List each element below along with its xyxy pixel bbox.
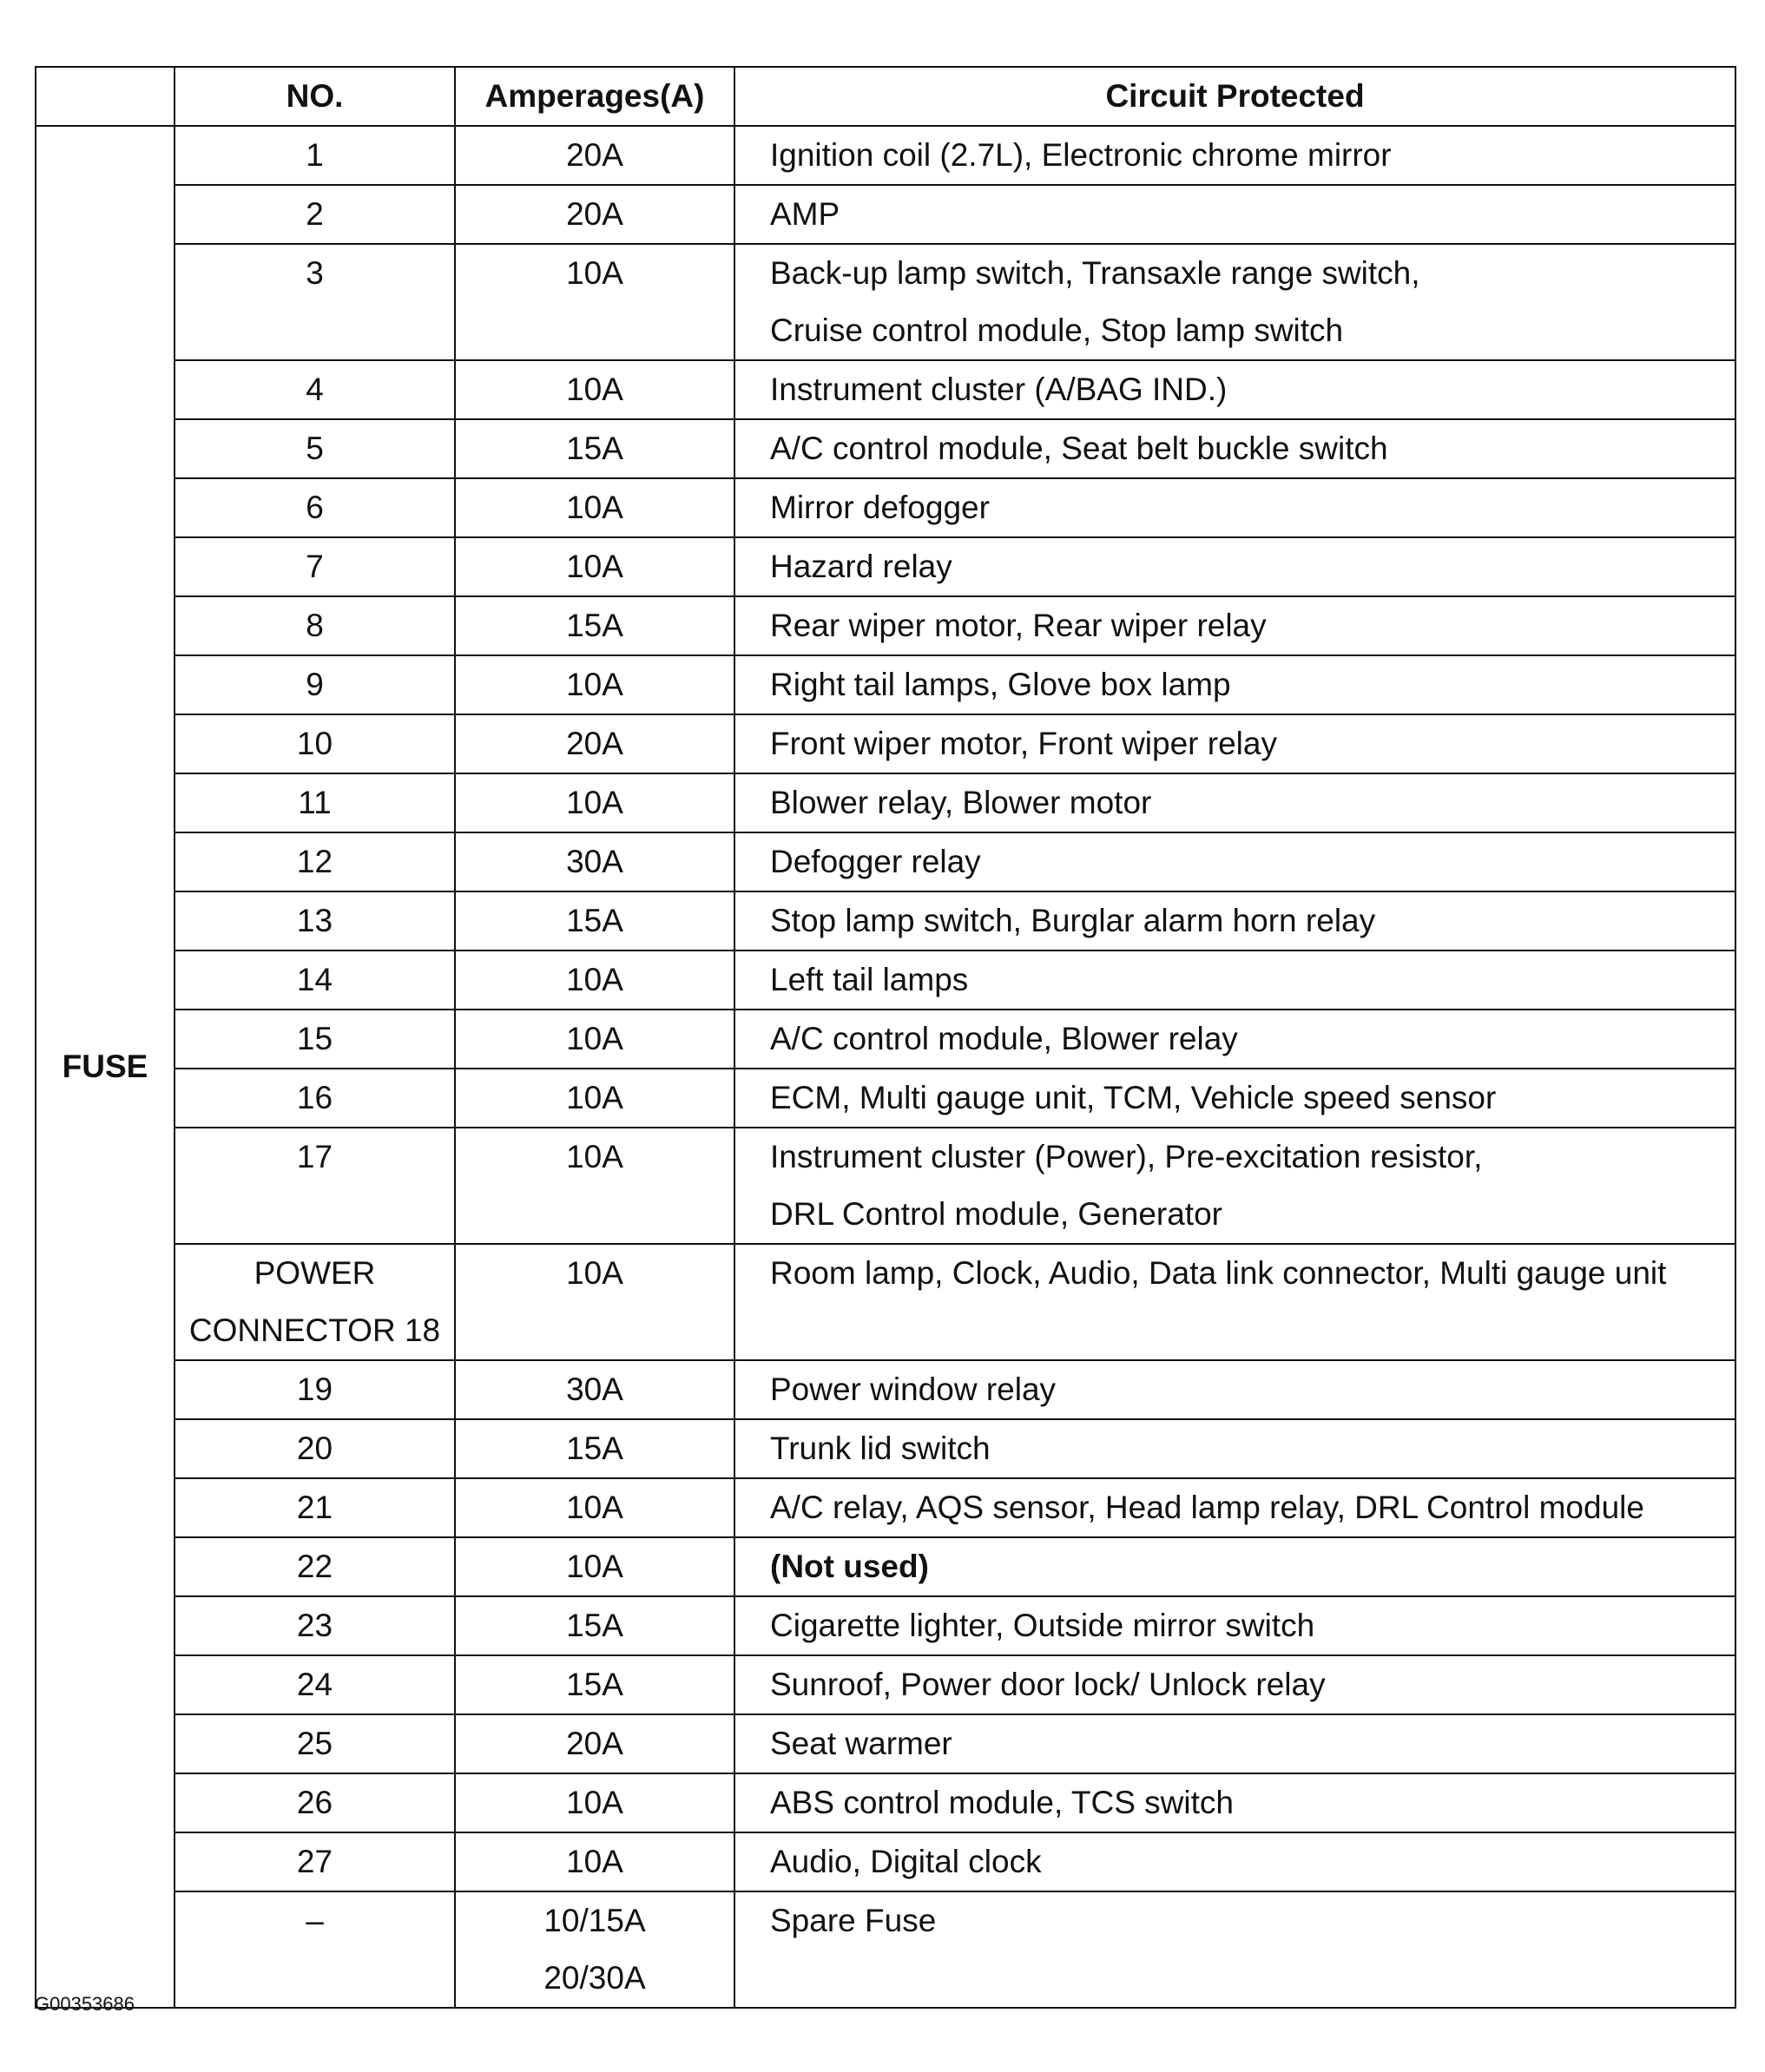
table-row bbox=[36, 1360, 1735, 1419]
amperage-cell bbox=[455, 596, 734, 655]
amperage-cell-line: 20A bbox=[566, 196, 623, 232]
amperage-cell-line: 10A bbox=[566, 549, 623, 584]
amperage-cell-line: 10A bbox=[566, 1844, 623, 1879]
amperage-cell-line: 10A bbox=[566, 667, 623, 702]
fuse-number-cell-line: 9 bbox=[306, 667, 324, 702]
table-row bbox=[36, 244, 1735, 360]
table-row bbox=[36, 714, 1735, 773]
fuse-number-cell-line: 1 bbox=[306, 137, 324, 173]
fuse-number-cell-line: 10 bbox=[296, 726, 333, 761]
table-body bbox=[36, 126, 1735, 2008]
circuit-cell-line: Rear wiper motor, Rear wiper relay bbox=[770, 608, 1267, 643]
circuit-cell-line: Cruise control module, Stop lamp switch bbox=[770, 312, 1344, 348]
circuit-cell-line: (Not used) bbox=[770, 1549, 929, 1584]
amperage-cell-line: 20A bbox=[566, 1726, 623, 1761]
amperage-cell-line: 10A bbox=[566, 1490, 623, 1525]
circuit-cell-line: Audio, Digital clock bbox=[770, 1844, 1042, 1879]
circuit-cell bbox=[734, 832, 1735, 891]
fuse-number-cell-line: 5 bbox=[306, 431, 324, 466]
amperage-cell-line: 10A bbox=[566, 1785, 623, 1820]
circuit-cell bbox=[734, 655, 1735, 714]
fuse-number-cell bbox=[175, 185, 455, 244]
amperage-cell-line: 10A bbox=[566, 1549, 623, 1584]
table-row bbox=[36, 1069, 1735, 1128]
fuse-number-cell bbox=[175, 1832, 455, 1891]
amperage-cell bbox=[455, 773, 734, 832]
circuit-cell bbox=[734, 1419, 1735, 1478]
group-label-fuse: FUSE bbox=[36, 126, 175, 2008]
figure-id: G00353686 bbox=[35, 1993, 135, 2015]
fuse-number-cell-line: 2 bbox=[306, 196, 324, 232]
amperage-cell bbox=[455, 891, 734, 950]
fuse-number-cell-line: 24 bbox=[296, 1667, 333, 1702]
fuse-number-cell-line: 11 bbox=[298, 785, 332, 820]
fuse-number-cell bbox=[175, 1010, 455, 1069]
fuse-number-cell bbox=[175, 832, 455, 891]
circuit-cell bbox=[734, 185, 1735, 244]
circuit-cell bbox=[734, 126, 1735, 185]
circuit-cell-line: Back-up lamp switch, Transaxle range switch, bbox=[770, 255, 1420, 291]
circuit-cell bbox=[734, 891, 1735, 950]
table-header-row bbox=[36, 67, 1735, 126]
fuse-number-cell bbox=[175, 360, 455, 419]
fuse-number-cell-line: 15 bbox=[296, 1021, 333, 1056]
circuit-cell bbox=[734, 1537, 1735, 1596]
amperage-cell bbox=[455, 1773, 734, 1832]
circuit-cell-line: Ignition coil (2.7L), Electronic chrome mirror bbox=[770, 137, 1392, 173]
table-row bbox=[36, 950, 1735, 1010]
amperage-cell bbox=[455, 1244, 734, 1360]
fuse-number-cell-line: 12 bbox=[296, 844, 333, 879]
circuit-cell-line: DRL Control module, Generator bbox=[770, 1196, 1222, 1232]
fuse-number-cell-line: 20 bbox=[296, 1431, 333, 1466]
amperage-cell bbox=[455, 1714, 734, 1773]
circuit-cell-line: Seat warmer bbox=[770, 1726, 952, 1761]
circuit-cell-line: Defogger relay bbox=[770, 844, 981, 879]
circuit-cell bbox=[734, 1069, 1735, 1128]
amperage-cell-line: 20/30A bbox=[543, 1960, 646, 1996]
circuit-cell-line: Stop lamp switch, Burglar alarm horn relay bbox=[770, 903, 1376, 938]
amperage-cell bbox=[455, 478, 734, 537]
table-row bbox=[36, 1832, 1735, 1891]
circuit-cell-line: Trunk lid switch bbox=[770, 1431, 991, 1466]
table-row bbox=[36, 537, 1735, 596]
table-row bbox=[36, 478, 1735, 537]
fuse-number-cell-line: 25 bbox=[296, 1726, 333, 1761]
fuse-number-cell bbox=[175, 714, 455, 773]
circuit-cell bbox=[734, 1244, 1735, 1360]
amperage-cell bbox=[455, 655, 734, 714]
circuit-cell-line: A/C relay, AQS sensor, Head lamp relay, DRL Control module bbox=[770, 1490, 1644, 1525]
table-row bbox=[36, 1596, 1735, 1655]
table-row bbox=[36, 126, 1735, 185]
amperage-cell-line: 15A bbox=[566, 903, 623, 938]
amperage-cell bbox=[455, 1832, 734, 1891]
fuse-number-cell bbox=[175, 1360, 455, 1419]
circuit-cell bbox=[734, 537, 1735, 596]
table-row bbox=[36, 419, 1735, 478]
fuse-number-cell bbox=[175, 891, 455, 950]
fuse-number-cell bbox=[175, 1773, 455, 1832]
circuit-cell bbox=[734, 714, 1735, 773]
table-row bbox=[36, 832, 1735, 891]
amperage-cell bbox=[455, 360, 734, 419]
amperage-cell bbox=[455, 1655, 734, 1714]
fuse-number-cell bbox=[175, 537, 455, 596]
header-no: NO. bbox=[175, 67, 455, 126]
circuit-cell-line: Instrument cluster (A/BAG IND.) bbox=[770, 372, 1228, 407]
circuit-cell bbox=[734, 244, 1735, 360]
circuit-cell bbox=[734, 1714, 1735, 1773]
circuit-cell bbox=[734, 596, 1735, 655]
fuse-number-cell bbox=[175, 1419, 455, 1478]
amperage-cell bbox=[455, 244, 734, 360]
circuit-cell-line: Sunroof, Power door lock/ Unlock relay bbox=[770, 1667, 1326, 1702]
amperage-cell bbox=[455, 832, 734, 891]
circuit-cell bbox=[734, 1773, 1735, 1832]
fuse-number-cell-line: CONNECTOR 18 bbox=[188, 1312, 441, 1348]
fuse-number-cell bbox=[175, 478, 455, 537]
circuit-cell-line: AMP bbox=[770, 196, 840, 232]
amperage-cell-line: 10A bbox=[566, 1139, 623, 1174]
circuit-cell-line: Right tail lamps, Glove box lamp bbox=[770, 667, 1231, 702]
circuit-cell bbox=[734, 1128, 1735, 1244]
amperage-cell bbox=[455, 1128, 734, 1244]
fuse-number-cell bbox=[175, 1714, 455, 1773]
amperage-cell bbox=[455, 419, 734, 478]
circuit-cell bbox=[734, 1478, 1735, 1537]
header-group bbox=[36, 67, 175, 126]
circuit-cell bbox=[734, 773, 1735, 832]
circuit-cell bbox=[734, 1832, 1735, 1891]
amperage-cell-line: 15A bbox=[566, 1608, 623, 1643]
amperage-cell-line: 10A bbox=[566, 255, 623, 291]
circuit-cell bbox=[734, 1596, 1735, 1655]
amperage-cell bbox=[455, 1537, 734, 1596]
header-circuit: Circuit Protected bbox=[734, 67, 1735, 126]
fuse-number-cell-line: 4 bbox=[306, 372, 324, 407]
amperage-cell bbox=[455, 950, 734, 1010]
amperage-cell bbox=[455, 537, 734, 596]
amperage-cell-line: 20A bbox=[566, 137, 623, 173]
amperage-cell bbox=[455, 126, 734, 185]
fuse-number-cell-line: 26 bbox=[296, 1785, 333, 1820]
fuse-table bbox=[35, 66, 1736, 2009]
circuit-cell bbox=[734, 1360, 1735, 1419]
circuit-cell-line: Cigarette lighter, Outside mirror switch bbox=[770, 1608, 1315, 1643]
table-row bbox=[36, 773, 1735, 832]
amperage-cell bbox=[455, 1891, 734, 2008]
amperage-cell bbox=[455, 1069, 734, 1128]
circuit-cell-line: ECM, Multi gauge unit, TCM, Vehicle speed sensor bbox=[770, 1080, 1497, 1115]
table-row bbox=[36, 1891, 1735, 2008]
fuse-number-cell-line: 6 bbox=[306, 490, 324, 525]
table-row bbox=[36, 1773, 1735, 1832]
amperage-cell bbox=[455, 714, 734, 773]
circuit-cell bbox=[734, 950, 1735, 1010]
fuse-number-cell-line: 19 bbox=[296, 1371, 333, 1407]
table-row bbox=[36, 1655, 1735, 1714]
fuse-number-cell-line: 22 bbox=[296, 1549, 333, 1584]
fuse-number-cell bbox=[175, 1478, 455, 1537]
amperage-cell-line: 10A bbox=[566, 490, 623, 525]
table-row bbox=[36, 1478, 1735, 1537]
amperage-cell bbox=[455, 1478, 734, 1537]
fuse-number-cell bbox=[175, 126, 455, 185]
circuit-cell-line: ABS control module, TCS switch bbox=[770, 1785, 1234, 1820]
amperage-cell-line: 10A bbox=[566, 962, 623, 997]
amperage-cell-line: 10A bbox=[566, 1255, 623, 1291]
fuse-number-cell bbox=[175, 1128, 455, 1244]
fuse-number-cell bbox=[175, 950, 455, 1010]
fuse-number-cell bbox=[175, 1069, 455, 1128]
table-row bbox=[36, 185, 1735, 244]
amperage-cell-line: 10/15A bbox=[543, 1903, 646, 1938]
table-row bbox=[36, 1714, 1735, 1773]
fuse-number-cell-line: 23 bbox=[296, 1608, 333, 1643]
table-row bbox=[36, 655, 1735, 714]
table-row bbox=[36, 596, 1735, 655]
fuse-number-cell-line: 3 bbox=[306, 255, 324, 291]
amperage-cell-line: 10A bbox=[566, 1021, 623, 1056]
fuse-number-cell bbox=[175, 1244, 455, 1360]
fuse-number-cell bbox=[175, 1596, 455, 1655]
fuse-number-cell bbox=[175, 419, 455, 478]
amperage-cell-line: 15A bbox=[566, 431, 623, 466]
circuit-cell-line: Left tail lamps bbox=[770, 962, 969, 997]
table-row bbox=[36, 1010, 1735, 1069]
fuse-number-cell-line: 13 bbox=[296, 903, 333, 938]
circuit-cell-line: A/C control module, Seat belt buckle switch bbox=[770, 431, 1388, 466]
amperage-cell-line: 30A bbox=[566, 1371, 623, 1407]
circuit-cell-line: Spare Fuse bbox=[770, 1903, 937, 1938]
amperage-cell-line: 20A bbox=[566, 726, 623, 761]
fuse-number-cell-line: 21 bbox=[296, 1490, 333, 1525]
fuse-number-cell-line: POWER bbox=[254, 1255, 376, 1291]
fuse-number-cell bbox=[175, 596, 455, 655]
fuse-number-cell bbox=[175, 1655, 455, 1714]
fuse-number-cell-line: 17 bbox=[296, 1139, 333, 1174]
fuse-number-cell bbox=[175, 655, 455, 714]
amperage-cell-line: 10A bbox=[566, 785, 623, 820]
fuse-number-cell-line: 8 bbox=[306, 608, 324, 643]
circuit-cell-line: Instrument cluster (Power), Pre-excitation resistor, bbox=[770, 1139, 1483, 1174]
header-amperage: Amperages(A) bbox=[455, 67, 734, 126]
fuse-number-cell-line: 16 bbox=[296, 1080, 333, 1115]
table-row bbox=[36, 1128, 1735, 1244]
circuit-cell bbox=[734, 1655, 1735, 1714]
table-row bbox=[36, 1244, 1735, 1360]
amperage-cell bbox=[455, 1360, 734, 1419]
amperage-cell-line: 15A bbox=[566, 1667, 623, 1702]
table-row bbox=[36, 891, 1735, 950]
fuse-number-cell bbox=[175, 1891, 455, 2008]
amperage-cell-line: 15A bbox=[566, 1431, 623, 1466]
amperage-cell-line: 30A bbox=[566, 844, 623, 879]
circuit-cell-line: Power window relay bbox=[770, 1371, 1057, 1407]
amperage-cell bbox=[455, 185, 734, 244]
table-row bbox=[36, 1419, 1735, 1478]
circuit-cell bbox=[734, 360, 1735, 419]
circuit-cell-line: Blower relay, Blower motor bbox=[770, 785, 1152, 820]
fuse-number-cell-line: – bbox=[306, 1903, 324, 1938]
circuit-cell bbox=[734, 1010, 1735, 1069]
fuse-number-cell-line: 27 bbox=[296, 1844, 333, 1879]
amperage-cell bbox=[455, 1419, 734, 1478]
circuit-cell bbox=[734, 478, 1735, 537]
circuit-cell-line: A/C control module, Blower relay bbox=[770, 1021, 1238, 1056]
fuse-number-cell bbox=[175, 1537, 455, 1596]
fuse-number-cell-line: 14 bbox=[296, 962, 333, 997]
circuit-cell-line: Hazard relay bbox=[770, 549, 952, 584]
circuit-cell bbox=[734, 419, 1735, 478]
fuse-number-cell-line: 7 bbox=[306, 549, 324, 584]
table-row bbox=[36, 360, 1735, 419]
amperage-cell-line: 10A bbox=[566, 1080, 623, 1115]
circuit-cell-line: Room lamp, Clock, Audio, Data link connector, Multi gauge unit bbox=[770, 1255, 1667, 1291]
fuse-number-cell bbox=[175, 244, 455, 360]
circuit-cell bbox=[734, 1891, 1735, 2008]
amperage-cell bbox=[455, 1596, 734, 1655]
fuse-number-cell bbox=[175, 773, 455, 832]
amperage-cell-line: 15A bbox=[566, 608, 623, 643]
circuit-cell-line: Mirror defogger bbox=[770, 490, 990, 525]
table-row bbox=[36, 1537, 1735, 1596]
circuit-cell-line: Front wiper motor, Front wiper relay bbox=[770, 726, 1277, 761]
amperage-cell bbox=[455, 1010, 734, 1069]
amperage-cell-line: 10A bbox=[566, 372, 623, 407]
